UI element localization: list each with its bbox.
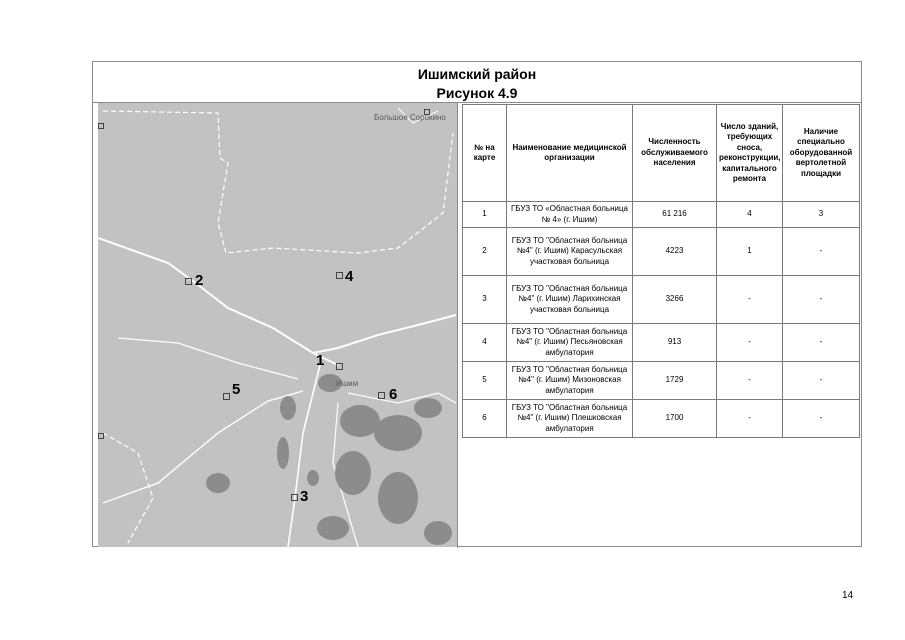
- table-row: [463, 202, 860, 228]
- map-label-ishim: Ишим: [336, 379, 359, 388]
- map-marker-4[interactable]: 4: [345, 268, 354, 285]
- header-organization: Наименование медицинской организации: [507, 105, 633, 202]
- map-marker-6[interactable]: 6: [389, 386, 398, 403]
- cell-helipad: -: [783, 228, 860, 276]
- map-table-divider: [457, 102, 458, 548]
- cell-helipad: 3: [783, 202, 860, 228]
- table-row: [463, 228, 860, 276]
- cell-organization: ГБУЗ ТО "Областная больница №4" (г. Ишим) Мизоновская амбулатория: [507, 362, 633, 400]
- district-map[interactable]: [98, 103, 457, 547]
- figure-frame: [92, 61, 862, 547]
- cell-organization: ГБУЗ ТО "Областная больница №4" (г. Ишим) Ларихинская участковая больница: [507, 276, 633, 324]
- header-helipad: Наличие специально оборудованной вертолетной площадки: [783, 105, 860, 202]
- table-row: [463, 324, 860, 362]
- cell-population: 3266: [633, 276, 717, 324]
- cell-buildings-repair: -: [717, 276, 783, 324]
- map-marker-5[interactable]: 5: [232, 381, 241, 398]
- cell-helipad: -: [783, 276, 860, 324]
- table-row: [463, 400, 860, 438]
- map-label-bolshoe-sorokino: Большое Сорокино: [374, 113, 446, 122]
- cell-organization: ГБУЗ ТО «Областная больница № 4» (г. Ишим): [507, 202, 633, 228]
- header-population: Численность обслуживаемого населения: [633, 105, 717, 202]
- cell-buildings-repair: 1: [717, 228, 783, 276]
- title-block: [93, 62, 861, 103]
- header-buildings-repair: Число зданий, требующих сноса, реконструкции, капитального ремонта: [717, 105, 783, 202]
- cell-map-number: 3: [463, 276, 507, 324]
- cell-buildings-repair: 4: [717, 202, 783, 228]
- cell-map-number: 6: [463, 400, 507, 438]
- cell-map-number: 1: [463, 202, 507, 228]
- cell-population: 4223: [633, 228, 717, 276]
- cell-organization: ГБУЗ ТО "Областная больница №4" (г. Ишим) Плешковская амбулатория: [507, 400, 633, 438]
- cell-map-number: 4: [463, 324, 507, 362]
- cell-organization: ГБУЗ ТО "Областная больница №4" (г. Ишим) Песьяновская амбулатория: [507, 324, 633, 362]
- map-marker-1[interactable]: 1: [316, 352, 325, 369]
- cell-buildings-repair: -: [717, 324, 783, 362]
- cell-map-number: 5: [463, 362, 507, 400]
- cell-helipad: -: [783, 324, 860, 362]
- map-marker-2[interactable]: 2: [195, 272, 204, 289]
- facilities-table: [462, 104, 860, 438]
- cell-organization: ГБУЗ ТО "Областная больница №4" (г. Ишим) Карасульская участковая больница: [507, 228, 633, 276]
- header-map-number: № на карте: [463, 105, 507, 202]
- cell-population: 913: [633, 324, 717, 362]
- table-row: [463, 362, 860, 400]
- cell-helipad: -: [783, 362, 860, 400]
- map-marker-3[interactable]: 3: [300, 488, 309, 505]
- cell-population: 1700: [633, 400, 717, 438]
- table-header-row: [463, 105, 860, 202]
- cell-population: 61 216: [633, 202, 717, 228]
- page-number: 14: [842, 590, 854, 601]
- table-row: [463, 276, 860, 324]
- cell-population: 1729: [633, 362, 717, 400]
- cell-map-number: 2: [463, 228, 507, 276]
- figure-caption: Рисунок 4.9: [436, 85, 518, 101]
- cell-buildings-repair: -: [717, 362, 783, 400]
- cell-buildings-repair: -: [717, 400, 783, 438]
- district-title: Ишимский район: [417, 66, 537, 82]
- cell-helipad: -: [783, 400, 860, 438]
- map-roads: [98, 103, 457, 547]
